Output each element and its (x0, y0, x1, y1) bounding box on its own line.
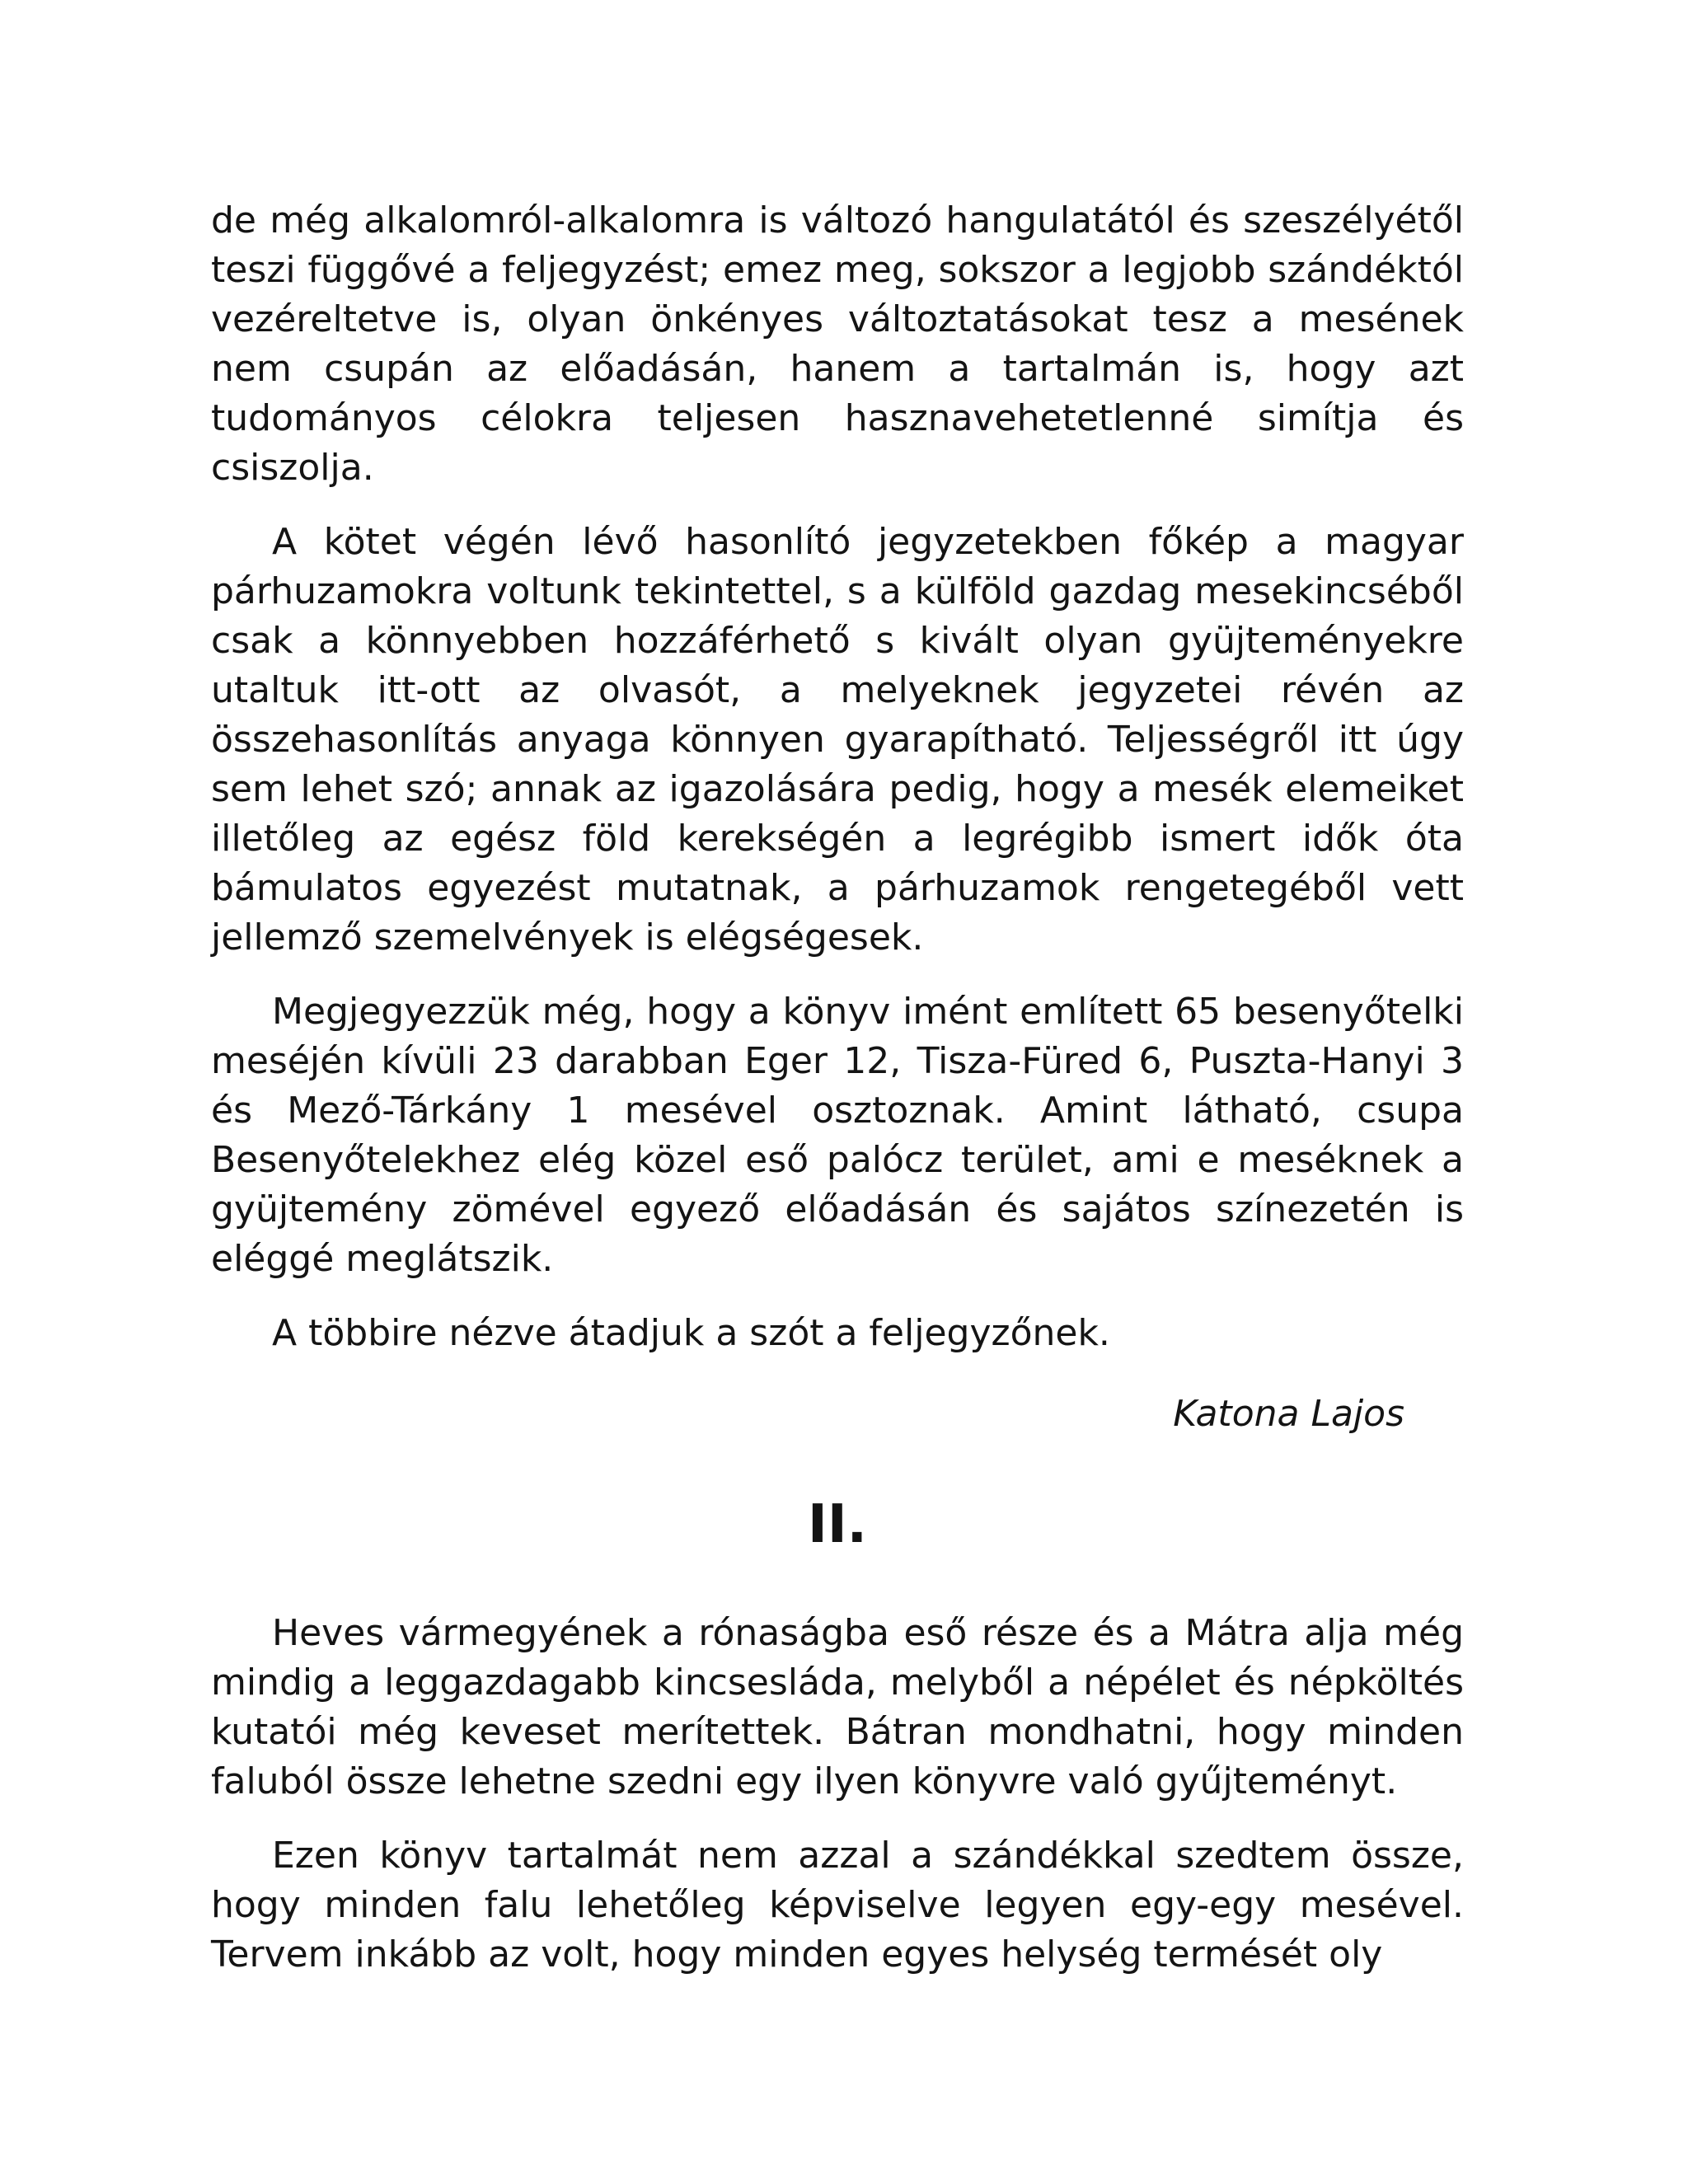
document-page (211, 196, 1464, 2004)
author-signature: Katona Lajos (1173, 1393, 1404, 1435)
paragraph-plan: Ezen könyv tartalmát nem azzal a szándékkal szedtem össze, hogy minden falu lehetőleg képviselve legyen egy-egy mesével. Tervem inkább az volt, hogy minden egyes helység termését oly (211, 1835, 1464, 1975)
paragraph-handover: A többire nézve átadjuk a szót a feljegyzőnek. (272, 1312, 1110, 1354)
paragraph-notes: A kötet végén lévő hasonlító jegyzetekben főkép a magyar párhuzamokra voltunk tekintettel, s a külföld gazdag mesekincséből csak a könnyebben hozzáférhető s kivált olyan gyüjteményekre utaltuk itt-ott az olvasót, a melyeknek jegyzetei révén az összehasonlítás anyaga könnyen gyarapítható. Teljességről itt úgy sem lehet szó; annak az igazolására pedig, hogy a mesék elemeiket illetőleg az egész föld kerekségén a legrégibb ismert idők óta bámulatos egyezést mutatnak, a párhuzamok rengetegéből vett jellemző szemelvények is elégségesek. (211, 521, 1464, 958)
paragraph-heves: Heves vármegyének a rónaságba eső része és a Mátra alja még mindig a leggazdagabb kincsesláda, melyből a népélet és népköltés kutatói még keveset merítettek. Bátran mondhatni, hogy minden faluból össze lehetne szedni egy ilyen könyvre való gyűjteményt. (211, 1612, 1464, 1802)
paragraph-continuation: de még alkalomról-alkalomra is változó hangulatától és szeszélyétől teszi függővé a feljegyzést; emez meg, sokszor a legjobb szándéktól vezéreltetve is, olyan önkényes változtatásokat tesz a mesének nem csupán az előadásán, hanem a tartalmán is, hogy azt tudományos célokra teljesen hasznavehetetlenné simítja és csiszolja. (211, 199, 1464, 489)
paragraph-sources: Megjegyezzük még, hogy a könyv imént említett 65 besenyőtelki meséjén kívüli 23 darabban Eger 12, Tisza-Füred 6, Puszta-Hanyi 3 és Mező-Tárkány 1 mesével osztoznak. Amint látható, csupa Besenyőtelekhez elég közel eső palócz terület, ami e meséknek a gyüjtemény zömével egyező előadásán és sajátos színezetén is eléggé meglátszik. (211, 991, 1464, 1280)
section-heading: II. (808, 1494, 867, 1555)
